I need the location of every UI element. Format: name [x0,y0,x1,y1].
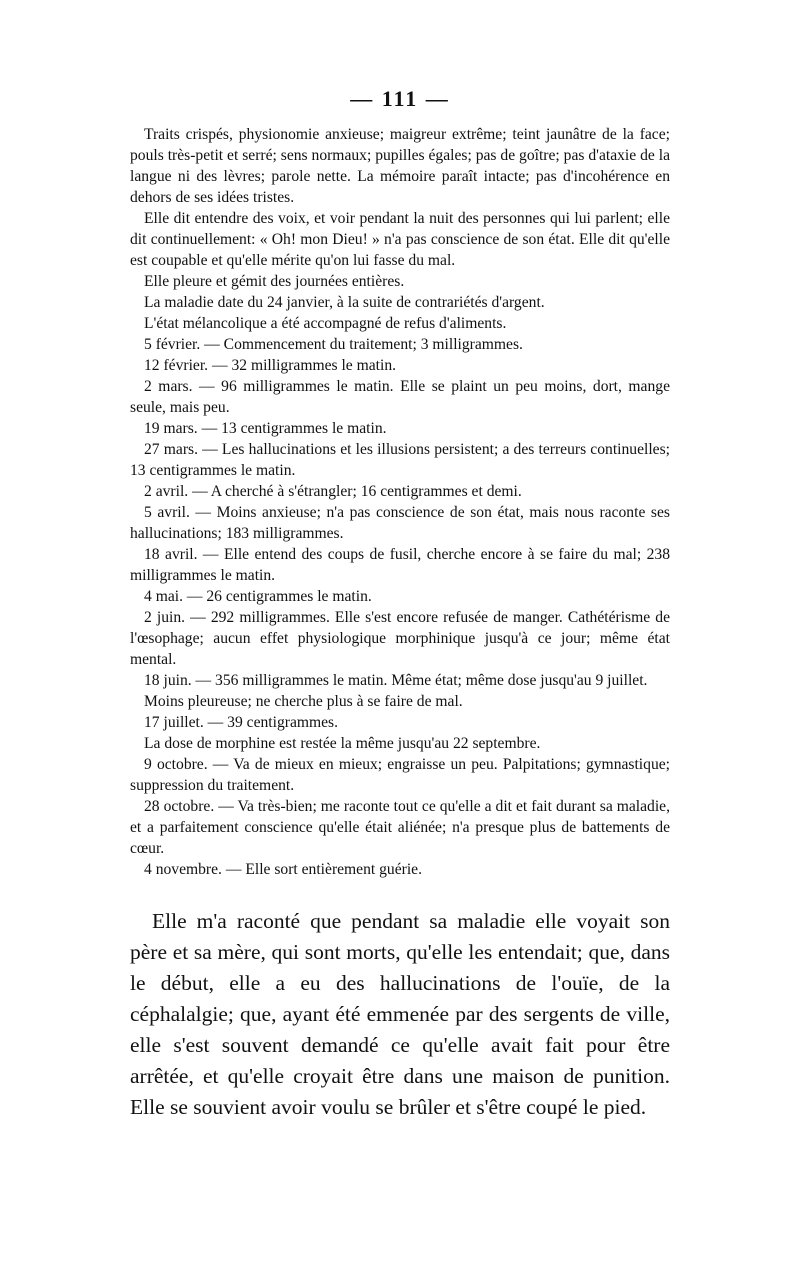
entry-2-mars: 2 mars. — 96 milligrammes le matin. Elle se plaint un peu moins, dort, mange seule, mais peu. [130,378,670,416]
entry-18-avril: 18 avril. — Elle entend des coups de fusil, cherche encore à se faire du mal; 238 milligrammes le matin. [130,546,670,584]
entry-4-mai: 4 mai. — 26 centigrammes le matin. [144,588,372,605]
entry-28-octobre: 28 octobre. — Va très-bien; me raconte tout ce qu'elle a dit et fait durant sa maladie, et a parfaitement conscience qu'elle était aliénée; n'a presque plus de battements de cœur. [130,798,670,857]
paragraph-less-weepy: Moins pleureuse; ne cherche plus à se faire de mal. [144,693,463,710]
entry-9-octobre: 9 octobre. — Va de mieux en mieux; engraisse un peu. Palpitations; gymnastique; suppression du traitement. [130,756,670,794]
entry-5-avril: 5 avril. — Moins anxieuse; n'a pas conscience de son état, mais nous raconte ses hallucinations; 183 milligrammes. [130,504,670,542]
entry-2-juin: 2 juin. — 292 milligrammes. Elle s'est encore refusée de manger. Cathétérisme de l'œsophage; aucun effet physiologique morphinique jusqu'à ce jour; même état mental. [130,609,670,668]
entry-5-fevrier: 5 février. — Commencement du traitement; 3 milligrammes. [144,336,523,353]
paragraph-patient-account: Elle m'a raconté que pendant sa maladie elle voyait son père et sa mère, qui sont morts, qu'elle les entendait; que, dans le début, elle a eu des hallucinations de l'ouïe, de la céphalalgie; que, ayant été emmenée par des sergents de ville, elle s'est souvent demandé ce qu'elle avait fait pour être arrêtée, et qu'elle croyait être dans une maison de punition. Elle se souvient avoir voulu se brûler et s'être coupé le pied. [130,909,670,1119]
paragraph-hallucinations: Elle dit entendre des voix, et voir pendant la nuit des personnes qui lui parlent; elle dit continuellement: « Oh! mon Dieu! » n'a pas conscience de son état. Elle dit qu'elle est coupable et qu'elle mérite qu'on lui fasse du mal. [130,210,670,269]
document-page [130,84,670,1123]
patient-account [130,906,670,1123]
entry-2-avril: 2 avril. — A cherché à s'étrangler; 16 centigrammes et demi. [144,483,522,500]
entry-19-mars: 19 mars. — 13 centigrammes le matin. [144,420,387,437]
paragraph-food-refusal: L'état mélancolique a été accompagné de refus d'aliments. [144,315,507,332]
entry-27-mars: 27 mars. — Les hallucinations et les illusions persistent; a des terreurs continuelles; 13 centigrammes le matin. [130,441,670,479]
paragraph-weeping: Elle pleure et gémit des journées entières. [144,273,405,290]
paragraph-onset: La maladie date du 24 janvier, à la suite de contrariétés d'argent. [144,294,545,311]
entry-17-juillet: 17 juillet. — 39 centigrammes. [144,714,339,731]
paragraph-symptoms: Traits crispés, physionomie anxieuse; maigreur extrême; teint jaunâtre de la face; pouls très-petit et serré; sens normaux; pupilles égales; pas de goître; pas d'ataxie de la langue ni des lèvres; parole nette. La mémoire paraît intacte; pas d'incohérence en dehors de ses idées tristes. [130,126,670,206]
page-number: — 111 — [350,86,450,111]
entry-12-fevrier: 12 février. — 32 milligrammes le matin. [144,357,397,374]
paragraph-dose-same: La dose de morphine est restée la même jusqu'au 22 septembre. [144,735,541,752]
entry-4-novembre: 4 novembre. — Elle sort entièrement guérie. [144,861,422,878]
case-notes [130,124,670,880]
entry-18-juin: 18 juin. — 356 milligrammes le matin. Même état; même dose jusqu'au 9 juillet. [144,672,648,689]
